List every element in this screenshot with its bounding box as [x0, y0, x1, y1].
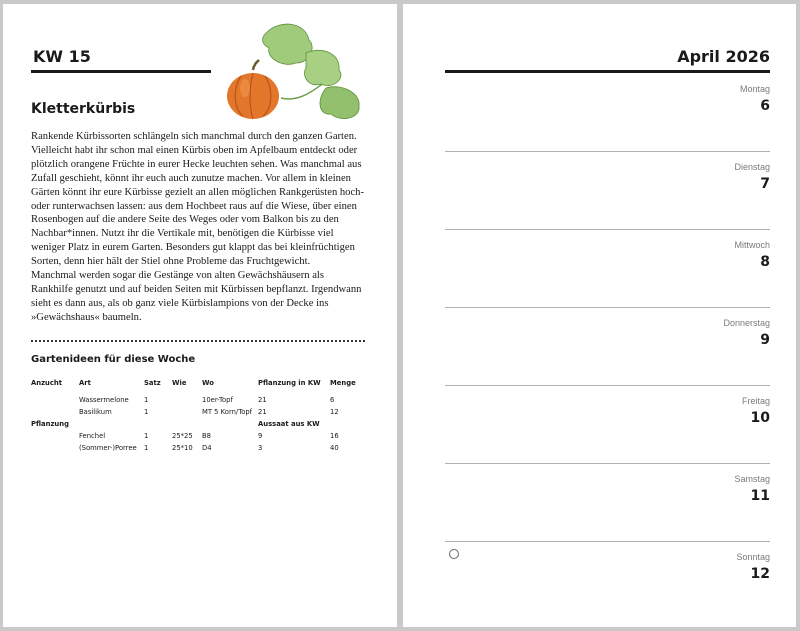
table-cell: Wassermelone	[79, 396, 129, 404]
table-cell: 1	[144, 432, 149, 440]
column-header: Wo	[202, 379, 214, 387]
day-name: Samstag	[734, 474, 770, 484]
table-cell	[172, 406, 202, 418]
day-number: 12	[750, 566, 770, 582]
table-cell: 1	[144, 408, 149, 416]
table-cell	[172, 394, 202, 406]
article-paragraph: Manchmal werden sogar die Gestänge von alten Gewächshäusern als Rankhilfe genutzt und auf beiden Seiten mit Kürbissen bepflanzt. Irgendwann sieht es dann aus, als ob ganz viele Kürbislampions von der Decke ins »Gewächshaus« baumeln.	[31, 270, 362, 323]
month-underline	[445, 70, 770, 73]
table-cell: MT 5 Korn/Topf	[202, 408, 253, 416]
column-header: Wie	[172, 379, 187, 387]
day-name: Montag	[739, 84, 770, 94]
day-name: Dienstag	[734, 162, 770, 172]
table-header-row	[31, 378, 360, 394]
group-subheader: Aussaat aus KW	[258, 420, 320, 428]
day-number: 10	[750, 410, 770, 426]
table-cell	[31, 442, 79, 454]
table-cell: 6	[330, 396, 335, 404]
article-title: Kletterkürbis	[31, 101, 136, 117]
column-header: Pflanzung in KW	[258, 379, 321, 387]
garden-ideas-table	[31, 378, 360, 454]
table-cell: 1	[144, 396, 149, 404]
table-cell: 12	[330, 408, 339, 416]
table-cell: 21	[258, 396, 267, 404]
day-slot-friday[interactable]	[445, 386, 770, 464]
table-cell: D4	[202, 444, 212, 452]
day-number: 11	[750, 488, 770, 504]
week-label: KW 15	[33, 47, 91, 66]
table-cell: 21	[258, 408, 267, 416]
day-number: 6	[760, 98, 770, 114]
week-underline	[31, 70, 211, 73]
table-cell	[31, 394, 79, 406]
table-cell: 25*25	[172, 432, 193, 440]
table-cell: 10er-Topf	[202, 396, 233, 404]
day-number: 8	[760, 254, 770, 270]
day-number: 7	[760, 176, 770, 192]
column-header: Art	[79, 379, 91, 387]
table-cell: 25*10	[172, 444, 193, 452]
table-row	[31, 442, 360, 454]
table-cell: B8	[202, 432, 211, 440]
table-cell: Basilikum	[79, 408, 112, 416]
table-row	[31, 406, 360, 418]
column-header: Anzucht	[31, 379, 63, 387]
ring-hole-marker	[449, 549, 459, 559]
day-name: Freitag	[741, 396, 770, 406]
day-slot-thursday[interactable]	[445, 308, 770, 386]
day-slot-tuesday[interactable]	[445, 152, 770, 230]
table-cell: 16	[330, 432, 339, 440]
day-name: Donnerstag	[723, 318, 770, 328]
table-cell	[31, 430, 79, 442]
right-page	[403, 4, 796, 627]
table-group-row	[31, 418, 360, 430]
day-name: Sonntag	[736, 552, 770, 562]
day-number: 9	[760, 332, 770, 348]
table-row	[31, 394, 360, 406]
article-body	[31, 130, 365, 325]
day-name: Mittwoch	[734, 240, 770, 250]
table-cell: Fenchel	[79, 432, 106, 440]
table-cell: (Sommer-)Porree	[79, 444, 137, 452]
dotted-divider	[31, 340, 365, 342]
day-slot-saturday[interactable]	[445, 464, 770, 542]
group-label: Pflanzung	[31, 420, 69, 428]
column-header: Menge	[330, 379, 356, 387]
garden-ideas-title: Gartenideen für diese Woche	[31, 354, 196, 365]
pumpkin-illustration	[221, 18, 371, 128]
table-cell: 9	[258, 432, 263, 440]
left-page	[3, 4, 397, 627]
table-row	[31, 430, 360, 442]
table-cell: 1	[144, 444, 149, 452]
day-slot-monday[interactable]	[445, 74, 770, 152]
month-label: April 2026	[677, 47, 770, 66]
day-slot-wednesday[interactable]	[445, 230, 770, 308]
day-slot-sunday[interactable]	[445, 542, 770, 620]
table-cell: 3	[258, 444, 263, 452]
column-header: Satz	[144, 379, 161, 387]
table-cell: 40	[330, 444, 339, 452]
article-paragraph: Rankende Kürbissorten schlängeln sich manchmal durch den ganzen Garten. Vielleicht habt ihr schon mal einen Kürbis oben im Apfelbaum entdeckt oder plötzlich orangene Früchte in eurer Hecke leuchten sehen. Was manchmal aus Zufall geschieht, könnt ihr euch auch zunutze machen. Vor allem in kleinen Gärten könnt ihr eure Kürbisse gezielt an allen möglichen Rankgerüsten hoch- oder runterwachsen lassen: aus dem Hochbeet raus auf die Wiese, über einen Rosenbogen auf die andere Seite des Weges oder vom Balkon bis zu den Nachbar*innen. Nutzt ihr die Vertikale mit, benötigen die Kürbisse viel weniger Platz in eurem Garten. Besonders gut klappt das bei kleinfrüchtigen Sorten, denn hier hält der Stiel ohne Probleme das Fruchtgewicht.	[31, 131, 365, 268]
table-cell	[31, 406, 79, 418]
